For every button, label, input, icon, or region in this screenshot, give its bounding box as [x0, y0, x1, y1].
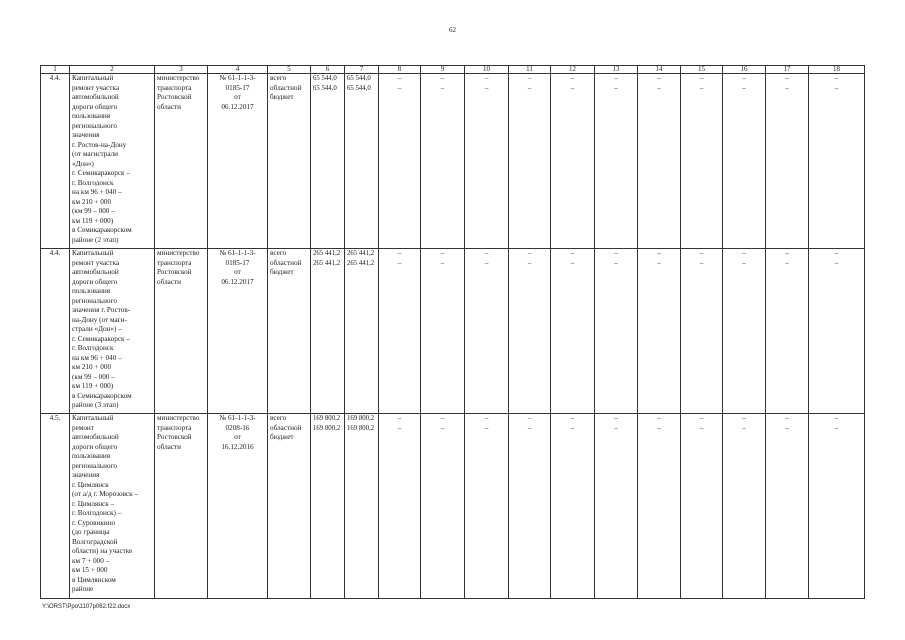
dash-mark: – — [657, 414, 661, 422]
empty-year-cell — [509, 74, 551, 249]
total-value — [311, 249, 345, 414]
responsible-body-text: министерство транспорта Ростовской области — [157, 249, 200, 286]
expertise-document-text: № 61-1-1-3- 0185-17 от 06.12.2017 — [219, 249, 256, 286]
row-number-text: 4.5. — [49, 414, 61, 422]
responsible-body-text: министерство транспорта Ростовской области — [157, 414, 200, 451]
funding-source-line: всего — [270, 249, 287, 257]
dash-mark: – — [614, 423, 618, 432]
dash-mark: – — [699, 414, 704, 422]
row-number — [41, 74, 70, 249]
dash-mark: – — [440, 423, 445, 432]
year-value-line: 169 800,2 — [347, 415, 375, 422]
dash-mark: – — [699, 258, 704, 267]
dash-mark: – — [834, 83, 839, 92]
total-value — [311, 414, 345, 599]
dash-mark: – — [614, 414, 618, 422]
row-number-text: 4.4. — [49, 249, 61, 257]
dash-mark: – — [785, 258, 789, 267]
dash-mark: – — [484, 249, 489, 257]
dash-mark: – — [484, 258, 489, 267]
total-value — [311, 74, 345, 249]
dash-mark: – — [699, 423, 704, 432]
dash-mark: – — [785, 74, 789, 82]
column-header-4: 4 — [208, 66, 268, 74]
dash-mark: – — [657, 249, 661, 257]
year-value-line: 265 441,2 — [347, 259, 375, 267]
dash-mark: – — [834, 249, 839, 257]
empty-year-cell — [595, 249, 638, 414]
dash-mark: – — [699, 83, 704, 92]
dash-mark: – — [614, 74, 618, 82]
empty-year-cell — [638, 74, 681, 249]
dash-mark: – — [785, 423, 789, 432]
column-header-6: 6 — [311, 66, 345, 74]
column-header-18: 18 — [809, 66, 865, 74]
column-header-16: 16 — [723, 66, 766, 74]
total-value-line: 265 441,2 — [313, 250, 341, 257]
empty-year-cell — [595, 74, 638, 249]
dash-mark: – — [440, 74, 445, 82]
table-row — [41, 74, 865, 249]
dash-mark: – — [570, 423, 575, 432]
empty-year-cell — [766, 74, 809, 249]
dash-mark: – — [614, 258, 618, 267]
file-path-footer: Y:\ORST\Ppo\1107p062.f22.docx — [42, 604, 131, 610]
dash-mark: – — [742, 83, 746, 92]
dash-mark: – — [570, 249, 575, 257]
empty-year-cell — [723, 74, 766, 249]
empty-year-cell — [723, 414, 766, 599]
column-header-11: 11 — [509, 66, 551, 74]
column-header-10: 10 — [465, 66, 509, 74]
dash-mark: – — [834, 423, 839, 432]
dash-mark: – — [484, 414, 489, 422]
year-value — [345, 249, 379, 414]
object-name — [70, 249, 155, 414]
funding-source — [268, 249, 311, 414]
dash-mark: – — [484, 83, 489, 92]
row-number — [41, 414, 70, 599]
year-value-line: 265 441,2 — [347, 250, 375, 257]
object-name — [70, 414, 155, 599]
column-header-14: 14 — [638, 66, 681, 74]
dash-mark: – — [742, 249, 746, 257]
dash-mark: – — [785, 249, 789, 257]
empty-year-cell — [465, 74, 509, 249]
empty-year-cell — [809, 414, 865, 599]
dash-mark: – — [834, 74, 839, 82]
budget-table — [40, 65, 865, 599]
empty-year-cell — [681, 414, 723, 599]
expertise-document-text: № 61-1-1-3- 0208-16 от 16.12.2016 — [219, 414, 256, 451]
empty-year-cell — [766, 414, 809, 599]
funding-source — [268, 74, 311, 249]
dash-mark: – — [527, 414, 532, 422]
object-name-text: Капитальный ремонт автомобильной дороги общего пользования регионального значения г. Цимлянск (от а/д г. Морозовск – г. Цимлянск – г. Волгодонск) – г. Суровикино (до границы Волгоградской области) на участке км 7 + 000 – км 15 + 000 в Цимлянском районе — [72, 414, 139, 593]
empty-year-cell — [809, 74, 865, 249]
empty-year-cell — [421, 414, 465, 599]
total-value-line: 169 800,2 — [313, 424, 341, 432]
expertise-document — [208, 74, 268, 249]
empty-year-cell — [681, 249, 723, 414]
column-header-17: 17 — [766, 66, 809, 74]
expertise-document — [208, 249, 268, 414]
dash-mark: – — [484, 74, 489, 82]
dash-mark: – — [570, 83, 575, 92]
dash-mark: – — [527, 83, 532, 92]
empty-year-cell — [551, 414, 595, 599]
dash-mark: – — [742, 258, 746, 267]
dash-mark: – — [440, 249, 445, 257]
dash-mark: – — [699, 249, 704, 257]
empty-year-cell — [551, 74, 595, 249]
dash-mark: – — [614, 249, 618, 257]
dash-mark: – — [397, 249, 402, 257]
column-header-15: 15 — [681, 66, 723, 74]
empty-year-cell — [465, 249, 509, 414]
dash-mark: – — [527, 258, 532, 267]
dash-mark: – — [570, 258, 575, 267]
empty-year-cell — [595, 414, 638, 599]
dash-mark: – — [785, 83, 789, 92]
funding-source — [268, 414, 311, 599]
column-header-5: 5 — [268, 66, 311, 74]
column-header-7: 7 — [345, 66, 379, 74]
total-value-line: 265 441,2 — [313, 259, 341, 267]
empty-year-cell — [638, 249, 681, 414]
dash-mark: – — [440, 258, 445, 267]
total-value-line: 65 544,0 — [313, 75, 337, 82]
dash-mark: – — [527, 74, 532, 82]
empty-year-cell — [379, 74, 421, 249]
column-header-13: 13 — [595, 66, 638, 74]
dash-mark: – — [834, 414, 839, 422]
responsible-body — [155, 414, 208, 599]
funding-source-line: всего — [270, 74, 287, 82]
object-name-text: Капитальный ремонт участка автомобильной дороги общего пользования регионального значения г. Ростов-на-Дону (от магистрали «Дон») г. Семикаракорск – г. Волгодонск на км 96 + 040 – км 210 + 000 (км 99 – 000 – км 119 + 000) в Семикаракорском районе (2 этап) — [72, 74, 132, 244]
object-name — [70, 74, 155, 249]
year-value-line: 65 544,0 — [347, 75, 371, 82]
dash-mark: – — [440, 83, 445, 92]
row-number-text: 4.4. — [49, 74, 61, 82]
column-header-8: 8 — [379, 66, 421, 74]
funding-source-line: всего — [270, 414, 287, 422]
dash-mark: – — [527, 249, 532, 257]
dash-mark: – — [657, 423, 661, 432]
dash-mark: – — [484, 423, 489, 432]
column-header-2: 2 — [70, 66, 155, 74]
row-number — [41, 249, 70, 414]
year-value-line: 169 800,2 — [347, 424, 375, 432]
dash-mark: – — [397, 258, 402, 267]
expertise-document — [208, 414, 268, 599]
funding-source-line: областной бюджет — [270, 423, 302, 441]
empty-year-cell — [379, 414, 421, 599]
expertise-document-text: № 61-1-1-3- 0185-17 от 06.12.2017 — [219, 74, 256, 111]
dash-mark: – — [742, 414, 746, 422]
empty-year-cell — [421, 74, 465, 249]
header-row — [41, 66, 865, 74]
table-row — [41, 249, 865, 414]
empty-year-cell — [509, 414, 551, 599]
empty-year-cell — [723, 249, 766, 414]
dash-mark: – — [742, 74, 746, 82]
responsible-body — [155, 74, 208, 249]
empty-year-cell — [766, 249, 809, 414]
responsible-body — [155, 249, 208, 414]
dash-mark: – — [527, 423, 532, 432]
dash-mark: – — [742, 423, 746, 432]
object-name-text: Капитальный ремонт участка автомобильной дороги общего пользования регионального значения г. Ростов- на-Дону (от маги- страли «Дон») – г. Семикаракорск – г. Волгодонск на км 96 + 040 – км 210 + 000 (км 99 – 000 – км 119 + 000) в Семикаракорском районе (3 этап) — [72, 249, 132, 409]
dash-mark: – — [397, 423, 402, 432]
dash-mark: – — [397, 414, 402, 422]
year-value-line: 65 544,0 — [347, 84, 371, 92]
dash-mark: – — [397, 83, 402, 92]
empty-year-cell — [551, 249, 595, 414]
dash-mark: – — [657, 74, 661, 82]
dash-mark: – — [440, 414, 445, 422]
funding-source-line: областной бюджет — [270, 258, 302, 276]
year-value — [345, 74, 379, 249]
empty-year-cell — [509, 249, 551, 414]
dash-mark: – — [570, 414, 575, 422]
dash-mark: – — [614, 83, 618, 92]
dash-mark: – — [657, 258, 661, 267]
empty-year-cell — [465, 414, 509, 599]
column-header-1: 1 — [41, 66, 70, 74]
column-header-12: 12 — [551, 66, 595, 74]
empty-year-cell — [638, 414, 681, 599]
table-row — [41, 414, 865, 599]
empty-year-cell — [681, 74, 723, 249]
total-value-line: 169 800,2 — [313, 415, 341, 422]
column-header-9: 9 — [421, 66, 465, 74]
funding-source-line: областной бюджет — [270, 83, 302, 101]
dash-mark: – — [699, 74, 704, 82]
column-header-3: 3 — [155, 66, 208, 74]
empty-year-cell — [379, 249, 421, 414]
dash-mark: – — [570, 74, 575, 82]
total-value-line: 65 544,0 — [313, 84, 337, 92]
dash-mark: – — [834, 258, 839, 267]
empty-year-cell — [421, 249, 465, 414]
responsible-body-text: министерство транспорта Ростовской области — [157, 74, 200, 111]
dash-mark: – — [397, 74, 402, 82]
year-value — [345, 414, 379, 599]
dash-mark: – — [785, 414, 789, 422]
dash-mark: – — [657, 83, 661, 92]
page-number: 62 — [449, 26, 456, 34]
empty-year-cell — [809, 249, 865, 414]
